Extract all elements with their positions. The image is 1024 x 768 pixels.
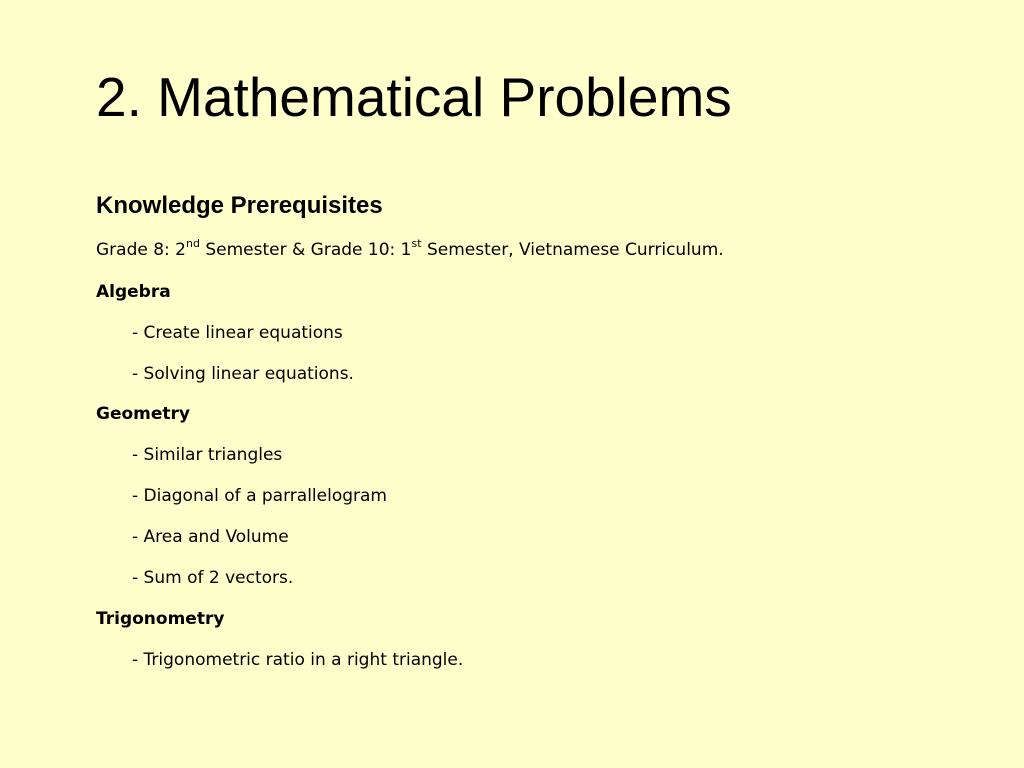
list-item: - Solving linear equations. [132, 364, 354, 384]
grade-superscript-nd: nd [186, 237, 200, 251]
slide-subtitle: Knowledge Prerequisites [96, 192, 383, 219]
section-heading-geometry: Geometry [96, 404, 190, 424]
list-item: - Create linear equations [132, 323, 343, 343]
list-item: - Sum of 2 vectors. [132, 568, 294, 588]
list-item: - Similar triangles [132, 445, 283, 465]
grade-text-part2: Semester & Grade 10: 1 [199, 240, 412, 260]
list-item: - Diagonal of a parrallelogram [132, 486, 387, 506]
grade-text-part3: Semester, Vietnamese Curriculum. [421, 240, 724, 260]
section-heading-algebra: Algebra [96, 282, 171, 302]
section-heading-trigonometry: Trigonometry [96, 609, 225, 629]
grade-superscript-st: st [411, 237, 422, 251]
list-item: - Area and Volume [132, 527, 289, 547]
grade-text-part1: Grade 8: 2 [96, 240, 186, 260]
slide-title: 2. Mathematical Problems [96, 66, 732, 128]
grade-line [96, 238, 724, 262]
list-item: - Trigonometric ratio in a right triangle. [132, 650, 464, 670]
